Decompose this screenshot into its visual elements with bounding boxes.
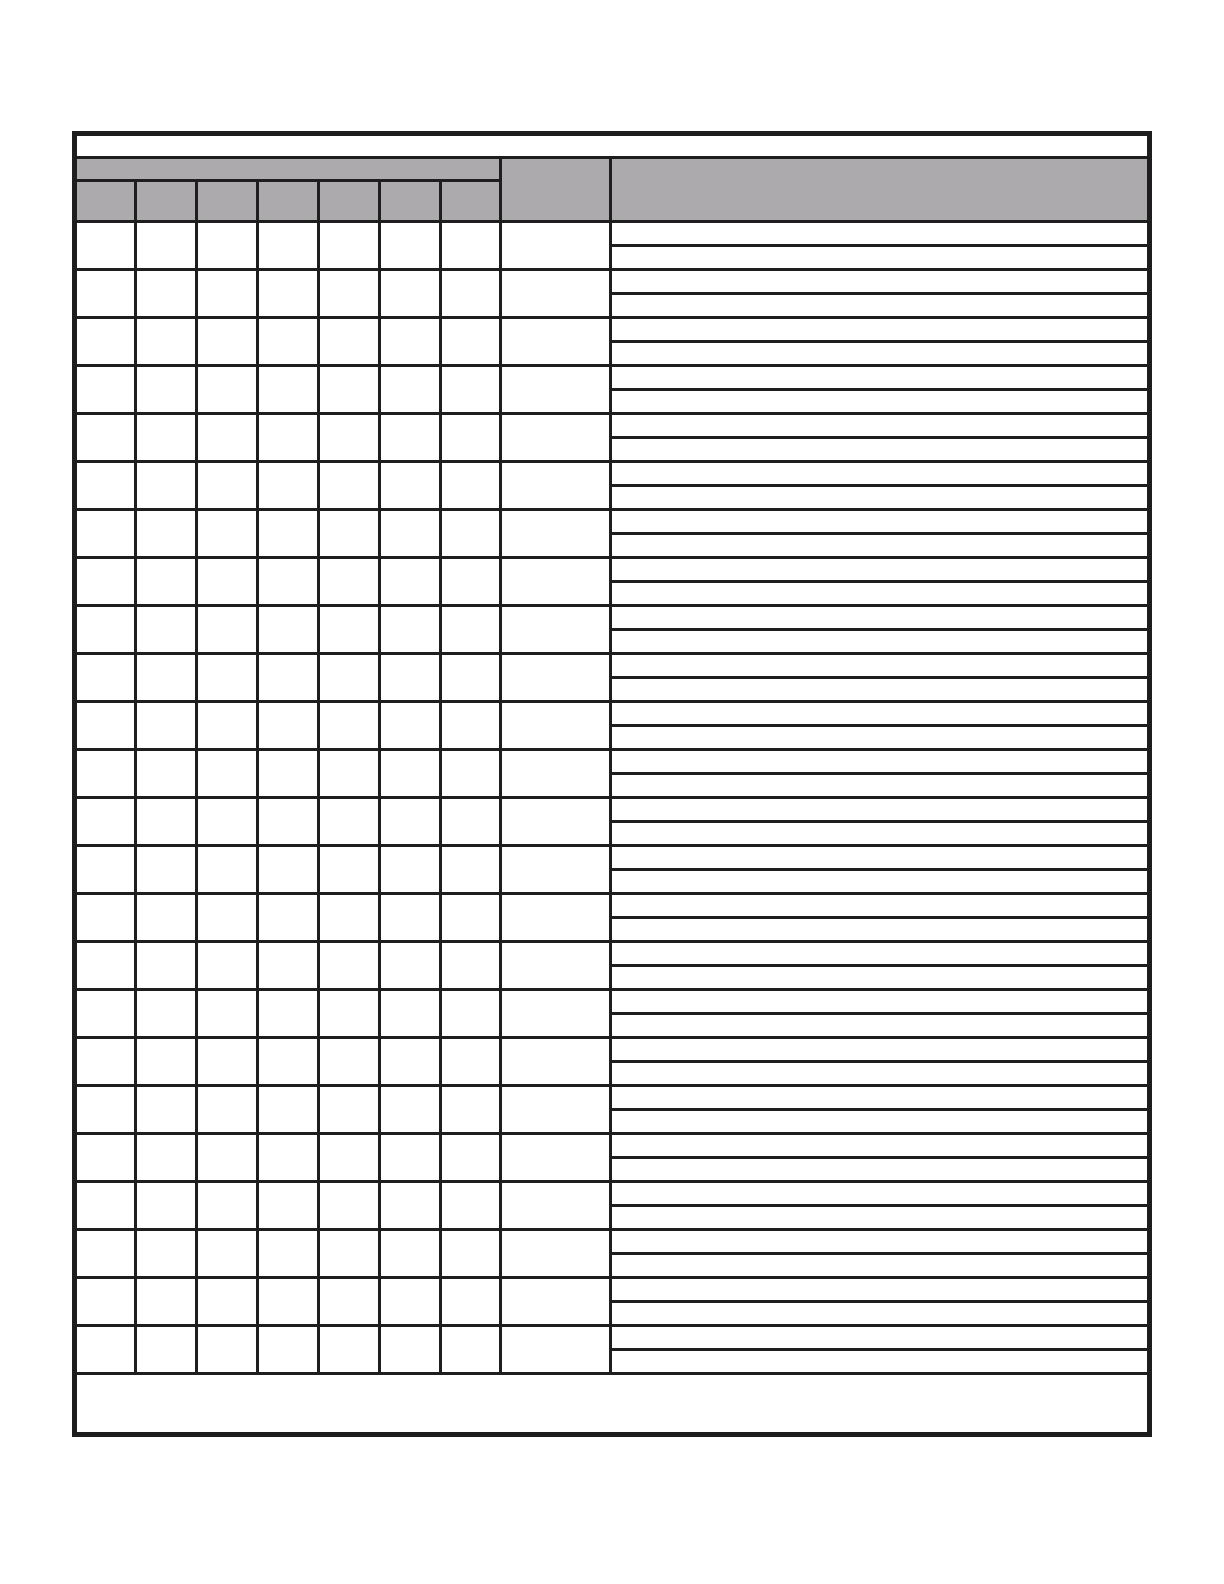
grid-cell bbox=[380, 462, 441, 510]
grid-cell bbox=[258, 606, 319, 654]
grid-cell bbox=[441, 270, 501, 318]
grid-cell bbox=[441, 654, 501, 702]
grid-cell bbox=[197, 510, 258, 558]
grid-cell bbox=[75, 606, 136, 654]
grid-cell bbox=[75, 318, 136, 366]
grid-cell bbox=[319, 798, 380, 846]
table-row bbox=[75, 270, 1150, 294]
right-column-lower-cell bbox=[611, 534, 1150, 558]
middle-column-cell bbox=[501, 222, 611, 270]
grid-cell bbox=[319, 366, 380, 414]
grid-cell bbox=[380, 1326, 441, 1374]
middle-column-cell bbox=[501, 1326, 611, 1374]
grid-cell bbox=[75, 270, 136, 318]
grid-cell bbox=[75, 702, 136, 750]
grid-cell bbox=[380, 1134, 441, 1182]
table-row bbox=[75, 318, 1150, 342]
right-column-upper-cell bbox=[611, 1278, 1150, 1302]
grid-cell bbox=[197, 366, 258, 414]
grid-cell bbox=[319, 750, 380, 798]
right-column-lower-cell bbox=[611, 438, 1150, 462]
grid-cell bbox=[380, 222, 441, 270]
grid-cell bbox=[258, 942, 319, 990]
grid-cell bbox=[75, 366, 136, 414]
right-column-upper-cell bbox=[611, 1182, 1150, 1206]
grid-cell bbox=[258, 1326, 319, 1374]
middle-column-cell bbox=[501, 1134, 611, 1182]
grid-cell bbox=[258, 1134, 319, 1182]
table-row bbox=[75, 702, 1150, 726]
grid-cell bbox=[258, 222, 319, 270]
right-column-lower-cell bbox=[611, 630, 1150, 654]
grid-cell bbox=[258, 270, 319, 318]
middle-column-cell bbox=[501, 1038, 611, 1086]
right-column-lower-cell bbox=[611, 294, 1150, 318]
title-row bbox=[75, 134, 1150, 158]
grid-cell bbox=[258, 654, 319, 702]
right-column-upper-cell bbox=[611, 750, 1150, 774]
right-column-upper-cell bbox=[611, 318, 1150, 342]
middle-column-cell bbox=[501, 558, 611, 606]
right-column-upper-cell bbox=[611, 702, 1150, 726]
blank-form-table bbox=[72, 131, 1152, 1437]
grid-cell bbox=[380, 750, 441, 798]
right-column-lower-cell bbox=[611, 822, 1150, 846]
right-column-upper-cell bbox=[611, 1134, 1150, 1158]
grid-cell bbox=[197, 990, 258, 1038]
grid-cell bbox=[319, 222, 380, 270]
grid-cell bbox=[75, 894, 136, 942]
grid-cell bbox=[136, 990, 197, 1038]
grid-cell bbox=[258, 750, 319, 798]
table-row bbox=[75, 558, 1150, 582]
right-column-upper-cell bbox=[611, 798, 1150, 822]
grid-cell bbox=[75, 1326, 136, 1374]
grid-cell bbox=[441, 1278, 501, 1326]
grid-cell bbox=[258, 414, 319, 462]
grid-cell bbox=[75, 1134, 136, 1182]
grid-cell bbox=[197, 1230, 258, 1278]
grid-cell bbox=[75, 462, 136, 510]
right-column-upper-cell bbox=[611, 654, 1150, 678]
grid-cell bbox=[319, 1182, 380, 1230]
grid-cell bbox=[136, 1230, 197, 1278]
grid-cell bbox=[197, 414, 258, 462]
grid-cell bbox=[75, 510, 136, 558]
right-column-upper-cell bbox=[611, 1038, 1150, 1062]
grid-cell bbox=[136, 942, 197, 990]
grid-cell bbox=[75, 222, 136, 270]
grid-cell bbox=[380, 846, 441, 894]
grid-cell bbox=[197, 654, 258, 702]
middle-column-cell bbox=[501, 270, 611, 318]
grid-cell bbox=[75, 798, 136, 846]
grid-cell bbox=[136, 1182, 197, 1230]
grid-cell bbox=[380, 510, 441, 558]
middle-column-cell bbox=[501, 846, 611, 894]
grid-cell bbox=[136, 1134, 197, 1182]
grid-cell bbox=[380, 1278, 441, 1326]
form-sheet bbox=[72, 131, 1152, 1437]
right-column-upper-cell bbox=[611, 558, 1150, 582]
grid-cell bbox=[258, 1278, 319, 1326]
grid-cell bbox=[136, 222, 197, 270]
grid-cell bbox=[441, 558, 501, 606]
grid-cell bbox=[441, 750, 501, 798]
grid-cell bbox=[258, 846, 319, 894]
right-column-upper-cell bbox=[611, 366, 1150, 390]
grid-cell bbox=[136, 846, 197, 894]
table-row bbox=[75, 414, 1150, 438]
grid-cell bbox=[75, 750, 136, 798]
grid-cell bbox=[380, 894, 441, 942]
grid-cell bbox=[136, 750, 197, 798]
grid-cell bbox=[197, 318, 258, 366]
table-row bbox=[75, 990, 1150, 1014]
grid-cell bbox=[258, 1086, 319, 1134]
grid-cell bbox=[441, 798, 501, 846]
grid-cell bbox=[319, 414, 380, 462]
right-column-lower-cell bbox=[611, 342, 1150, 366]
grid-cell bbox=[75, 414, 136, 462]
title-cell bbox=[75, 134, 1150, 158]
grid-cell bbox=[380, 798, 441, 846]
grid-cell bbox=[197, 942, 258, 990]
right-column-lower-cell bbox=[611, 246, 1150, 270]
grid-cell bbox=[75, 1182, 136, 1230]
middle-column-cell bbox=[501, 462, 611, 510]
grid-cell bbox=[136, 366, 197, 414]
table-row bbox=[75, 942, 1150, 966]
grid-cell bbox=[441, 1230, 501, 1278]
grid-cell bbox=[136, 1086, 197, 1134]
table-row bbox=[75, 510, 1150, 534]
grid-cell bbox=[319, 1326, 380, 1374]
grid-cell bbox=[319, 1038, 380, 1086]
middle-column-cell bbox=[501, 366, 611, 414]
grid-cell bbox=[136, 318, 197, 366]
grid-cell bbox=[319, 702, 380, 750]
table-row bbox=[75, 798, 1150, 822]
middle-column-cell bbox=[501, 1278, 611, 1326]
grid-cell bbox=[380, 318, 441, 366]
grid-cell bbox=[136, 270, 197, 318]
grid-cell bbox=[441, 942, 501, 990]
grid-cell bbox=[75, 1086, 136, 1134]
table-row bbox=[75, 1038, 1150, 1062]
grid-cell bbox=[319, 1134, 380, 1182]
right-column-lower-cell bbox=[611, 1062, 1150, 1086]
grid-cell bbox=[136, 462, 197, 510]
right-column-lower-cell bbox=[611, 918, 1150, 942]
middle-column-cell bbox=[501, 654, 611, 702]
grid-cell bbox=[380, 1038, 441, 1086]
grid-cell bbox=[319, 462, 380, 510]
grid-cell bbox=[136, 1278, 197, 1326]
right-column-upper-cell bbox=[611, 894, 1150, 918]
table-row bbox=[75, 846, 1150, 870]
column-header-cell bbox=[136, 181, 197, 222]
grid-cell bbox=[136, 894, 197, 942]
grid-cell bbox=[136, 798, 197, 846]
table-row bbox=[75, 750, 1150, 774]
grid-cell bbox=[319, 510, 380, 558]
grid-cell bbox=[197, 846, 258, 894]
grid-cell bbox=[380, 1230, 441, 1278]
grid-cell bbox=[441, 990, 501, 1038]
grid-cell bbox=[380, 1182, 441, 1230]
right-column-upper-cell bbox=[611, 1230, 1150, 1254]
right-column-upper-cell bbox=[611, 1326, 1150, 1350]
grid-cell bbox=[380, 702, 441, 750]
middle-column-cell bbox=[501, 750, 611, 798]
right-column-upper-cell bbox=[611, 990, 1150, 1014]
grid-cell bbox=[258, 1038, 319, 1086]
grid-cell bbox=[258, 318, 319, 366]
grid-cell bbox=[319, 270, 380, 318]
grid-cell bbox=[197, 1134, 258, 1182]
grid-cell bbox=[136, 1038, 197, 1086]
right-column-lower-cell bbox=[611, 486, 1150, 510]
grid-cell bbox=[136, 606, 197, 654]
grid-cell bbox=[197, 1086, 258, 1134]
table-row bbox=[75, 222, 1150, 246]
grid-cell bbox=[380, 414, 441, 462]
middle-column-cell bbox=[501, 1230, 611, 1278]
header-right-column-cell bbox=[611, 158, 1150, 222]
grid-cell bbox=[197, 894, 258, 942]
grid-cell bbox=[75, 1038, 136, 1086]
right-column-lower-cell bbox=[611, 1206, 1150, 1230]
grid-cell bbox=[75, 942, 136, 990]
table-row bbox=[75, 1182, 1150, 1206]
grid-cell bbox=[197, 606, 258, 654]
grid-cell bbox=[319, 654, 380, 702]
grid-cell bbox=[258, 990, 319, 1038]
grid-cell bbox=[441, 1134, 501, 1182]
grid-cell bbox=[319, 1086, 380, 1134]
grid-cell bbox=[380, 366, 441, 414]
grid-cell bbox=[319, 1278, 380, 1326]
grid-cell bbox=[136, 414, 197, 462]
grid-cell bbox=[380, 990, 441, 1038]
grid-cell bbox=[441, 894, 501, 942]
column-header-cell bbox=[441, 181, 501, 222]
middle-column-cell bbox=[501, 510, 611, 558]
header-middle-column-cell bbox=[501, 158, 611, 222]
grid-cell bbox=[75, 1230, 136, 1278]
right-column-lower-cell bbox=[611, 1254, 1150, 1278]
grid-cell bbox=[197, 222, 258, 270]
table-row bbox=[75, 654, 1150, 678]
grid-cell bbox=[441, 510, 501, 558]
grid-cell bbox=[197, 270, 258, 318]
grid-cell bbox=[380, 1086, 441, 1134]
grid-cell bbox=[441, 1038, 501, 1086]
grid-cell bbox=[441, 702, 501, 750]
right-column-upper-cell bbox=[611, 510, 1150, 534]
grid-cell bbox=[258, 1182, 319, 1230]
grid-cell bbox=[75, 654, 136, 702]
grid-cell bbox=[441, 1182, 501, 1230]
right-column-lower-cell bbox=[611, 1158, 1150, 1182]
grid-cell bbox=[258, 558, 319, 606]
right-column-upper-cell bbox=[611, 414, 1150, 438]
form-table-body bbox=[75, 134, 1150, 1435]
table-row bbox=[75, 462, 1150, 486]
right-column-lower-cell bbox=[611, 678, 1150, 702]
grid-cell bbox=[258, 366, 319, 414]
middle-column-cell bbox=[501, 990, 611, 1038]
grid-cell bbox=[319, 990, 380, 1038]
grid-cell bbox=[75, 558, 136, 606]
right-column-lower-cell bbox=[611, 726, 1150, 750]
table-row bbox=[75, 1134, 1150, 1158]
table-row bbox=[75, 1230, 1150, 1254]
middle-column-cell bbox=[501, 606, 611, 654]
header-band-row bbox=[75, 158, 1150, 181]
grid-cell bbox=[380, 558, 441, 606]
right-column-upper-cell bbox=[611, 846, 1150, 870]
middle-column-cell bbox=[501, 798, 611, 846]
grid-cell bbox=[380, 654, 441, 702]
grid-cell bbox=[441, 1326, 501, 1374]
grid-cell bbox=[258, 1230, 319, 1278]
grid-cell bbox=[75, 846, 136, 894]
grid-cell bbox=[136, 510, 197, 558]
grid-cell bbox=[136, 558, 197, 606]
grid-cell bbox=[197, 798, 258, 846]
right-column-lower-cell bbox=[611, 1350, 1150, 1374]
right-column-lower-cell bbox=[611, 1110, 1150, 1134]
grid-cell bbox=[197, 1278, 258, 1326]
right-column-lower-cell bbox=[611, 870, 1150, 894]
grid-cell bbox=[319, 558, 380, 606]
grid-cell bbox=[136, 702, 197, 750]
grid-cell bbox=[380, 606, 441, 654]
grid-cell bbox=[441, 846, 501, 894]
grid-cell bbox=[197, 750, 258, 798]
grid-cell bbox=[441, 222, 501, 270]
right-column-lower-cell bbox=[611, 966, 1150, 990]
grid-cell bbox=[197, 1326, 258, 1374]
column-header-cell bbox=[380, 181, 441, 222]
grid-cell bbox=[197, 702, 258, 750]
header-merged-band-cell bbox=[75, 158, 501, 181]
middle-column-cell bbox=[501, 318, 611, 366]
table-row bbox=[75, 606, 1150, 630]
right-column-upper-cell bbox=[611, 462, 1150, 486]
grid-cell bbox=[380, 942, 441, 990]
grid-cell bbox=[258, 798, 319, 846]
grid-cell bbox=[258, 702, 319, 750]
middle-column-cell bbox=[501, 942, 611, 990]
right-column-upper-cell bbox=[611, 606, 1150, 630]
grid-cell bbox=[319, 606, 380, 654]
table-row bbox=[75, 1326, 1150, 1350]
footer-row bbox=[75, 1374, 1150, 1435]
right-column-lower-cell bbox=[611, 390, 1150, 414]
right-column-upper-cell bbox=[611, 1086, 1150, 1110]
right-column-lower-cell bbox=[611, 1014, 1150, 1038]
grid-cell bbox=[441, 366, 501, 414]
grid-cell bbox=[319, 894, 380, 942]
grid-cell bbox=[258, 894, 319, 942]
middle-column-cell bbox=[501, 1182, 611, 1230]
column-header-cell bbox=[258, 181, 319, 222]
grid-cell bbox=[136, 1326, 197, 1374]
middle-column-cell bbox=[501, 414, 611, 462]
grid-cell bbox=[197, 558, 258, 606]
grid-cell bbox=[197, 462, 258, 510]
column-header-cell bbox=[75, 181, 136, 222]
table-row bbox=[75, 1278, 1150, 1302]
grid-cell bbox=[441, 606, 501, 654]
grid-cell bbox=[380, 270, 441, 318]
grid-cell bbox=[136, 654, 197, 702]
table-row bbox=[75, 1086, 1150, 1110]
middle-column-cell bbox=[501, 1086, 611, 1134]
grid-cell bbox=[258, 510, 319, 558]
right-column-lower-cell bbox=[611, 1302, 1150, 1326]
grid-cell bbox=[75, 990, 136, 1038]
right-column-upper-cell bbox=[611, 270, 1150, 294]
grid-cell bbox=[441, 1086, 501, 1134]
grid-cell bbox=[197, 1038, 258, 1086]
middle-column-cell bbox=[501, 702, 611, 750]
column-header-cell bbox=[319, 181, 380, 222]
grid-cell bbox=[441, 414, 501, 462]
grid-cell bbox=[441, 318, 501, 366]
grid-cell bbox=[258, 462, 319, 510]
right-column-lower-cell bbox=[611, 774, 1150, 798]
grid-cell bbox=[197, 1182, 258, 1230]
footer-cell bbox=[75, 1374, 1150, 1435]
middle-column-cell bbox=[501, 894, 611, 942]
grid-cell bbox=[75, 1278, 136, 1326]
right-column-lower-cell bbox=[611, 582, 1150, 606]
grid-cell bbox=[319, 942, 380, 990]
right-column-upper-cell bbox=[611, 942, 1150, 966]
table-row bbox=[75, 366, 1150, 390]
grid-cell bbox=[319, 846, 380, 894]
grid-cell bbox=[441, 462, 501, 510]
grid-cell bbox=[319, 1230, 380, 1278]
right-column-upper-cell bbox=[611, 222, 1150, 246]
column-header-cell bbox=[197, 181, 258, 222]
grid-cell bbox=[319, 318, 380, 366]
table-row bbox=[75, 894, 1150, 918]
